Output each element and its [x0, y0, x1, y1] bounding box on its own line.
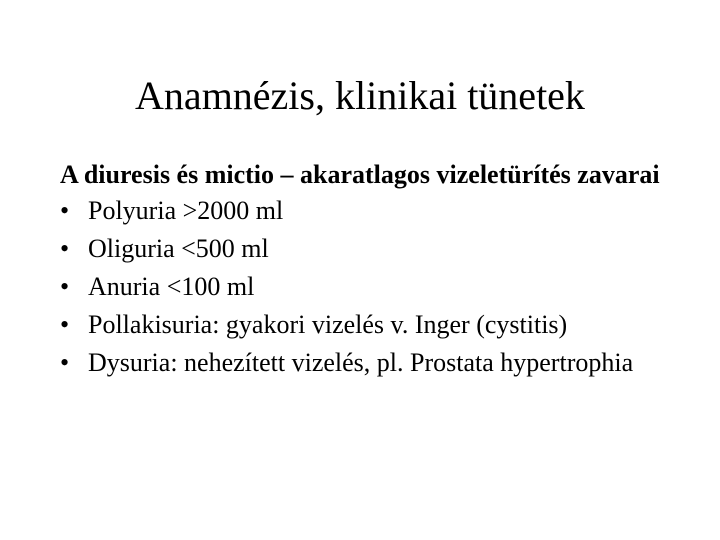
- list-item-text: Anuria <100 ml: [88, 272, 255, 301]
- bullet-list: [60, 196, 660, 378]
- list-item-text: Oliguria <500 ml: [88, 234, 269, 263]
- list-item-text: Polyuria >2000 ml: [88, 196, 284, 225]
- list-item: [60, 234, 660, 264]
- slide-title: Anamnézis, klinikai tünetek: [135, 73, 585, 118]
- list-item: [60, 348, 660, 378]
- bullet-icon: •: [60, 310, 70, 339]
- bullet-icon: •: [60, 234, 70, 263]
- list-item-text: Pollakisuria: gyakori vizelés v. Inger (cystitis): [88, 310, 568, 339]
- bullet-icon: •: [60, 196, 70, 225]
- list-item: [60, 310, 660, 340]
- bullet-icon: •: [60, 272, 70, 301]
- list-item: [60, 196, 660, 226]
- slide-body: [60, 160, 660, 386]
- lead-text: A diuresis és mictio – akaratlagos vizeletürítés zavarai: [60, 160, 660, 189]
- list-item: [60, 272, 660, 302]
- bullet-icon: •: [60, 348, 70, 377]
- list-item-text: Dysuria: nehezített vizelés, pl. Prostata hypertrophia: [88, 348, 634, 377]
